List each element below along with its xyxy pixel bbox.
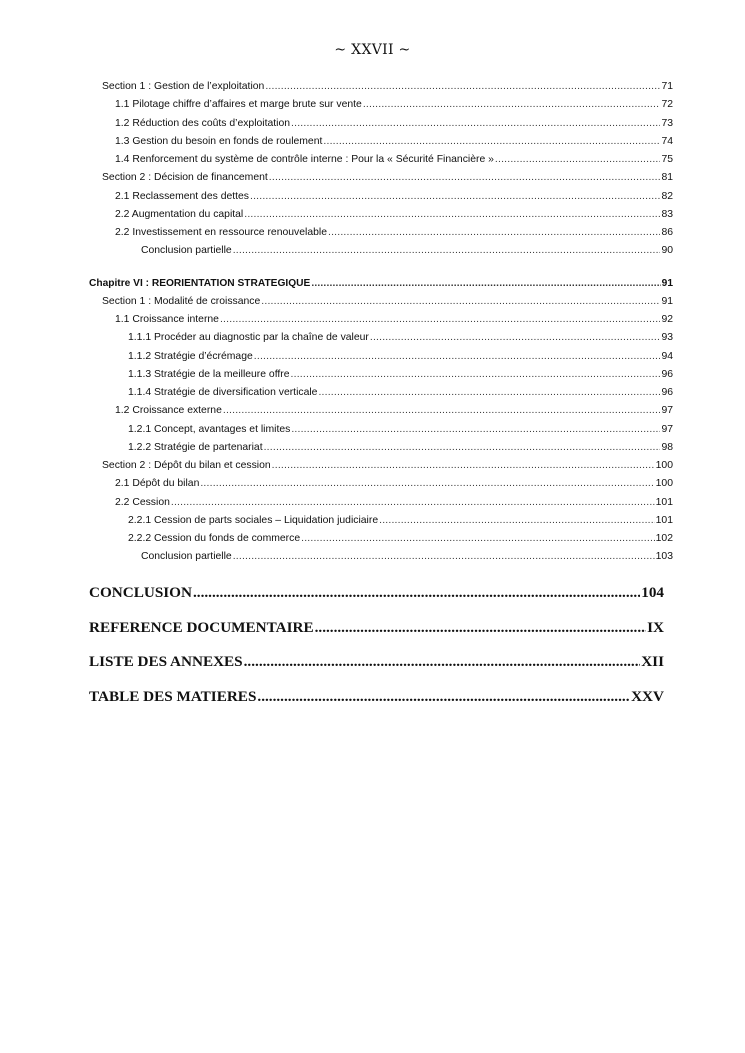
toc-entry-label: 1.1 Pilotage chiffre d’affaires et marge brute sur vente	[115, 99, 362, 111]
toc-entry-label: Conclusion partielle	[141, 551, 232, 563]
toc-entry-page: 75	[661, 154, 673, 165]
dot-leader	[269, 169, 661, 187]
toc-entry-page: 92	[661, 314, 673, 325]
toc-entry-page: 74	[661, 135, 673, 147]
toc-entry-page: 81	[661, 172, 673, 184]
toc-entry	[89, 421, 673, 439]
dot-leader	[291, 421, 660, 439]
dot-leader	[233, 548, 655, 566]
toc-entry-page: 86	[661, 227, 673, 238]
dot-leader	[264, 439, 661, 457]
toc-chapter-label: Chapitre VI : REORIENTATION STRATEGIQUE	[89, 277, 311, 289]
toc-entry-label: 1.2.2 Stratégie de partenariat	[128, 441, 263, 453]
dot-leader	[301, 530, 655, 548]
toc-entry-page: 103	[655, 551, 673, 563]
toc-entry-label: Section 2 : Dépôt du bilan et cession	[102, 460, 271, 471]
toc-entry-label: Conclusion partielle	[141, 245, 232, 257]
toc-entry	[89, 366, 673, 384]
toc-main-entry-references	[89, 618, 664, 638]
dot-leader	[244, 206, 660, 224]
dot-leader	[223, 402, 661, 420]
toc-entry-label: Section 1 : Modalité de croissance	[102, 295, 261, 307]
toc-entry-label: 1.2 Réduction des coûts d’exploitation	[115, 117, 291, 129]
toc-entry-label: 2.2 Cession	[115, 496, 170, 508]
toc-entry-label: 2.2 Augmentation du capital	[115, 208, 244, 220]
dot-leader	[254, 348, 661, 366]
toc-entry	[89, 224, 673, 242]
toc-main-entry-table-des-matieres	[89, 687, 664, 707]
toc-entry-label: 1.2 Croissance externe	[115, 405, 222, 417]
toc-entry-label: 1.4 Renforcement du système de contrôle interne : Pour la « Sécurité Financière »	[115, 154, 494, 165]
toc-entry	[89, 133, 673, 151]
dot-leader	[291, 115, 660, 133]
toc-entry	[89, 384, 673, 402]
toc-main-label: REFERENCE DOCUMENTAIRE	[89, 619, 314, 636]
toc-entry-label: 2.2 Investissement en ressource renouvelable	[115, 227, 327, 238]
toc-entry-label: 1.2.1 Concept, avantages et limites	[128, 423, 291, 435]
toc-entry-page: 100	[655, 460, 673, 471]
toc-entry	[89, 402, 673, 420]
toc-entry	[89, 206, 673, 224]
toc-entry	[89, 115, 673, 133]
dot-leader	[311, 275, 660, 293]
dot-leader	[193, 583, 640, 603]
toc-entry-page: 97	[661, 423, 673, 435]
dot-leader	[171, 494, 655, 512]
toc-entry-label: Section 1 : Gestion de l’exploitation	[102, 81, 265, 92]
page-number: ~ XXVII ~	[334, 42, 411, 58]
toc-main-label: CONCLUSION	[89, 584, 192, 601]
toc-entry-page: 72	[661, 99, 673, 111]
table-of-contents	[89, 78, 673, 567]
toc-entry-label: 1.1.2 Stratégie d’écrémage	[128, 350, 253, 362]
toc-main-page: XXV	[631, 688, 664, 705]
toc-entry	[89, 348, 673, 366]
dot-leader	[233, 242, 661, 260]
toc-entry	[89, 494, 673, 512]
toc-entry-label: 2.2.1 Cession de parts sociales – Liquidation judiciaire	[128, 514, 379, 526]
toc-entry-page: 96	[661, 387, 673, 398]
dot-leader	[265, 78, 660, 96]
dot-leader	[200, 475, 654, 493]
toc-main-label: LISTE DES ANNEXES	[89, 653, 243, 670]
toc-entry-page: 73	[661, 117, 673, 129]
toc-entry-label: 1.3 Gestion du besoin en fonds de roulement	[115, 135, 323, 147]
toc-entry-page: 96	[661, 368, 673, 380]
toc-entry	[89, 439, 673, 457]
toc-main-page: XII	[641, 653, 664, 670]
toc-chapter-entry	[89, 275, 673, 293]
dot-leader	[328, 224, 660, 242]
dot-leader	[370, 329, 661, 347]
dot-leader	[318, 384, 660, 402]
toc-entry-page: 71	[661, 81, 673, 92]
toc-main-entry-conclusion	[89, 583, 664, 603]
toc-main-label: TABLE DES MATIERES	[89, 688, 257, 705]
toc-entry-label: 1.1.4 Stratégie de diversification verticale	[128, 387, 318, 398]
toc-entry-page: 102	[655, 533, 673, 544]
dot-leader	[272, 457, 655, 475]
toc-entry-label: 2.1 Reclassement des dettes	[115, 190, 249, 202]
toc-entry	[89, 329, 673, 347]
toc-main-page: IX	[647, 619, 664, 636]
toc-entry	[89, 512, 673, 530]
toc-entry	[89, 311, 673, 329]
toc-entry	[89, 242, 673, 260]
toc-entry	[89, 151, 673, 169]
toc-entry-label: Section 2 : Décision de financement	[102, 172, 268, 184]
toc-main-page: 104	[641, 584, 664, 601]
toc-entry	[89, 169, 673, 187]
toc-entry-page: 91	[661, 295, 673, 307]
toc-entry-page: 98	[661, 441, 673, 453]
toc-entry	[89, 457, 673, 475]
dot-leader	[323, 133, 660, 151]
dot-leader	[261, 293, 660, 311]
dot-leader	[363, 96, 661, 114]
toc-entry	[89, 293, 673, 311]
toc-entry-page: 93	[661, 332, 673, 344]
toc-entry-label: 2.2.2 Cession du fonds de commerce	[128, 533, 301, 544]
dot-leader	[244, 652, 641, 672]
toc-entry-page: 82	[661, 190, 673, 202]
toc-entry-label: 1.1 Croissance interne	[115, 314, 219, 325]
toc-entry	[89, 475, 673, 493]
dot-leader	[220, 311, 660, 329]
toc-main-entry-annexes	[89, 652, 664, 672]
toc-entry-label: 1.1.1 Procéder au diagnostic par la chaîne de valeur	[128, 332, 369, 344]
dot-leader	[250, 188, 660, 206]
dot-leader	[291, 366, 661, 384]
toc-entry	[89, 96, 673, 114]
toc-entry-page: 100	[655, 478, 673, 490]
toc-entry-label: 1.1.3 Stratégie de la meilleure offre	[128, 368, 290, 380]
toc-entry-page: 101	[655, 514, 673, 526]
toc-entry	[89, 530, 673, 548]
dot-leader	[495, 151, 661, 169]
dot-leader	[315, 618, 647, 638]
dot-leader	[379, 512, 655, 530]
toc-entry	[89, 78, 673, 96]
toc-entry-page: 97	[661, 405, 673, 417]
toc-entry-page: 94	[661, 350, 673, 362]
toc-entry-page: 101	[655, 496, 673, 508]
toc-entry-page: 90	[661, 245, 673, 257]
toc-entry	[89, 548, 673, 566]
toc-chapter-page: 91	[661, 277, 673, 289]
toc-entry-page: 83	[661, 208, 673, 220]
toc-entry	[89, 188, 673, 206]
dot-leader	[257, 687, 630, 707]
toc-entry-label: 2.1 Dépôt du bilan	[115, 478, 200, 490]
